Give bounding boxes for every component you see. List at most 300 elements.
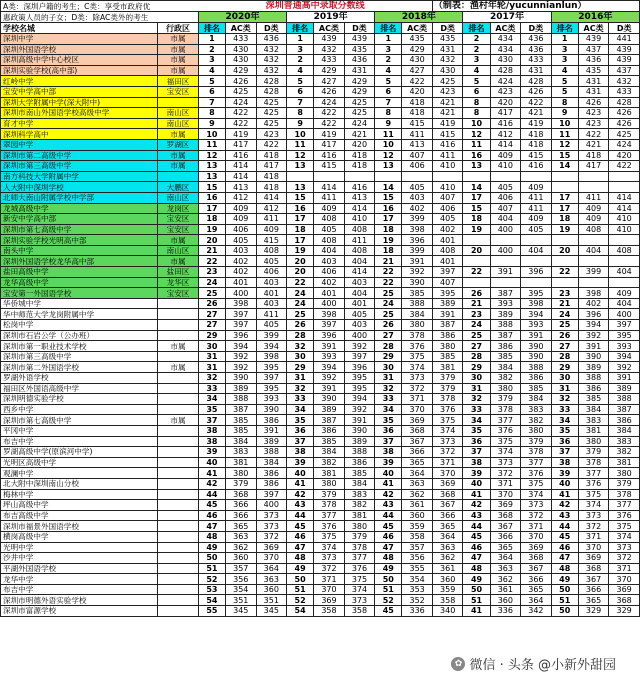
d-score-cell: 382: [344, 500, 375, 511]
d-score-cell: 375: [609, 521, 640, 532]
d-score-cell: 404: [344, 256, 375, 267]
d-score-cell: 378: [521, 447, 552, 458]
rank-cell: 33: [375, 394, 402, 405]
ac-score-cell: 359: [402, 521, 433, 532]
d-score-cell: [432, 171, 463, 182]
ac-score-cell: 424: [314, 97, 345, 108]
rank-cell: 41: [463, 606, 490, 617]
school-name: 罗湖外语学校: [1, 373, 158, 384]
table-row: [1, 330, 640, 341]
year-2016: 2016年: [551, 12, 639, 23]
d-score-cell: 418: [256, 150, 287, 161]
ac-score-cell: 370: [578, 542, 609, 553]
rank-cell: 1: [551, 34, 578, 45]
school-name: 深圳市明德外语实验学校: [1, 595, 158, 606]
ac-score-cell: 426: [314, 86, 345, 97]
rank-cell: [551, 171, 578, 182]
school-name: 光明区高级中学: [1, 457, 158, 468]
school-name: 深圳市第七高级中学: [1, 224, 158, 235]
d-score-cell: 428: [521, 76, 552, 87]
rank-cell: 1: [287, 34, 314, 45]
d-score-cell: 377: [344, 553, 375, 564]
ac-score-cell: 365: [402, 457, 433, 468]
table-row: [1, 256, 640, 267]
ac-score-cell: 362: [490, 574, 521, 585]
d-score-cell: [609, 277, 640, 288]
d-score-cell: 367: [432, 500, 463, 511]
table-row: [1, 521, 640, 532]
ac-score-cell: 368: [490, 510, 521, 521]
ac-score-cell: 420: [402, 86, 433, 97]
col-d: D类: [521, 23, 552, 34]
table-row: [1, 341, 640, 352]
ac-score-cell: 421: [578, 139, 609, 150]
rank-cell: 48: [287, 553, 314, 564]
table-row: [1, 203, 640, 214]
ac-score-cell: 411: [402, 129, 433, 140]
col-d: D类: [609, 23, 640, 34]
rank-cell: 3: [287, 44, 314, 55]
ac-score-cell: 379: [226, 478, 257, 489]
rank-cell: 19: [375, 235, 402, 246]
rank-cell: 34: [287, 404, 314, 415]
rank-cell: 39: [375, 457, 402, 468]
col-d: D类: [256, 23, 287, 34]
ac-score-cell: 383: [578, 415, 609, 426]
d-score-cell: 425: [609, 129, 640, 140]
ac-score-cell: 380: [490, 383, 521, 394]
d-score-cell: 400: [609, 309, 640, 320]
ac-score-cell: 387: [490, 288, 521, 299]
rank-cell: 45: [375, 606, 402, 617]
d-score-cell: 413: [344, 192, 375, 203]
rank-cell: 25: [287, 309, 314, 320]
rank-cell: 36: [287, 425, 314, 436]
district-cell: 市属: [158, 415, 199, 426]
d-score-cell: 388: [256, 447, 287, 458]
ac-score-cell: 399: [402, 245, 433, 256]
d-score-cell: 391: [344, 415, 375, 426]
d-score-cell: 408: [432, 245, 463, 256]
ac-score-cell: 403: [402, 192, 433, 203]
ac-score-cell: 365: [490, 542, 521, 553]
d-score-cell: 391: [256, 425, 287, 436]
rank-cell: 47: [198, 521, 225, 532]
ac-score-cell: 427: [314, 76, 345, 87]
ac-score-cell: 351: [226, 595, 257, 606]
rank-cell: 39: [463, 468, 490, 479]
rank-cell: 1: [198, 34, 225, 45]
rank-cell: 37: [287, 436, 314, 447]
rank-cell: 2: [463, 34, 490, 45]
ac-score-cell: 371: [578, 531, 609, 542]
district-cell: 市属: [158, 150, 199, 161]
rank-cell: 25: [463, 330, 490, 341]
school-name: 翠园中学: [1, 139, 158, 150]
d-score-cell: 397: [432, 267, 463, 278]
ac-score-cell: 369: [402, 415, 433, 426]
ac-score-cell: 355: [402, 563, 433, 574]
district-cell: [158, 447, 199, 458]
ac-score-cell: 394: [314, 362, 345, 373]
district-cell: [158, 309, 199, 320]
ac-score-cell: 366: [490, 531, 521, 542]
ac-score-cell: 381: [578, 425, 609, 436]
ac-score-cell: 407: [490, 203, 521, 214]
col-ac: AC类: [226, 23, 257, 34]
rank-cell: 33: [198, 383, 225, 394]
district-cell: 市属: [158, 65, 199, 76]
ac-score-cell: 422: [226, 118, 257, 129]
rank-cell: 31: [198, 362, 225, 373]
ac-score-cell: 366: [402, 447, 433, 458]
ac-score-cell: 417: [490, 108, 521, 119]
rank-cell: 49: [198, 542, 225, 553]
ac-score-cell: 422: [226, 108, 257, 119]
d-score-cell: 368: [521, 553, 552, 564]
table-row: [1, 415, 640, 426]
school-name: 龙华中学: [1, 574, 158, 585]
table-row: [1, 489, 640, 500]
d-score-cell: 363: [256, 574, 287, 585]
ac-score-cell: 404: [314, 245, 345, 256]
d-score-cell: 432: [256, 44, 287, 55]
ac-score-cell: 390: [314, 394, 345, 405]
rank-cell: [463, 277, 490, 288]
rank-cell: 36: [375, 425, 402, 436]
ac-score-cell: 385: [226, 415, 257, 426]
district-cell: [158, 468, 199, 479]
d-score-cell: 429: [344, 86, 375, 97]
rank-cell: 51: [198, 563, 225, 574]
d-score-cell: 397: [344, 351, 375, 362]
ac-score-cell: 416: [226, 150, 257, 161]
rank-cell: 34: [463, 415, 490, 426]
d-score-cell: 422: [609, 161, 640, 172]
school-name: 龙华高级中学: [1, 277, 158, 288]
table-row: [1, 65, 640, 76]
rank-cell: [463, 171, 490, 182]
d-score-cell: [609, 256, 640, 267]
rank-cell: 33: [463, 404, 490, 415]
ac-score-cell: 392: [578, 330, 609, 341]
d-score-cell: 358: [344, 606, 375, 617]
d-score-cell: 404: [521, 245, 552, 256]
d-score-cell: 345: [256, 606, 287, 617]
rank-cell: 3: [375, 44, 402, 55]
ac-score-cell: 345: [226, 606, 257, 617]
ac-score-cell: 354: [226, 584, 257, 595]
rank-cell: 42: [463, 500, 490, 511]
ac-score-cell: [578, 256, 609, 267]
d-score-cell: 431: [344, 65, 375, 76]
d-score-cell: 414: [344, 267, 375, 278]
table-row: [1, 76, 640, 87]
rank-cell: 26: [551, 330, 578, 341]
ac-score-cell: 422: [314, 118, 345, 129]
rank-cell: 38: [198, 436, 225, 447]
d-score-cell: 406: [256, 267, 287, 278]
district-cell: [158, 542, 199, 553]
d-score-cell: 424: [344, 118, 375, 129]
ac-score-cell: 413: [226, 182, 257, 193]
rank-cell: 5: [198, 76, 225, 87]
d-score-cell: 374: [521, 489, 552, 500]
ac-score-cell: 380: [578, 436, 609, 447]
d-score-cell: 360: [432, 574, 463, 585]
d-score-cell: 364: [256, 563, 287, 574]
ac-score-cell: 370: [314, 584, 345, 595]
d-score-cell: 366: [432, 510, 463, 521]
ac-score-cell: 375: [314, 531, 345, 542]
rank-cell: 27: [198, 320, 225, 331]
d-score-cell: 405: [521, 224, 552, 235]
rank-cell: 24: [463, 320, 490, 331]
ac-score-cell: 372: [578, 521, 609, 532]
rank-cell: 16: [287, 203, 314, 214]
ac-score-cell: 394: [578, 320, 609, 331]
district-cell: [158, 320, 199, 331]
school-name: 宝安中学高中部: [1, 86, 158, 97]
school-name: 罗湖高级中学(原滨河中学): [1, 447, 158, 458]
d-score-cell: 384: [256, 457, 287, 468]
ac-score-cell: 357: [402, 542, 433, 553]
d-score-cell: 395: [521, 288, 552, 299]
ac-score-cell: 429: [402, 44, 433, 55]
rank-cell: 26: [198, 298, 225, 309]
rank-cell: 10: [551, 118, 578, 129]
d-score-cell: [521, 235, 552, 246]
ac-score-cell: 362: [402, 489, 433, 500]
rank-cell: 43: [551, 510, 578, 521]
ac-score-cell: 385: [226, 425, 257, 436]
d-score-cell: 386: [432, 330, 463, 341]
district-cell: [158, 595, 199, 606]
table-row: [1, 447, 640, 458]
d-score-cell: 428: [256, 76, 287, 87]
district-cell: [158, 574, 199, 585]
rank-cell: 2: [463, 44, 490, 55]
d-score-cell: 432: [256, 65, 287, 76]
ac-score-cell: 424: [226, 97, 257, 108]
rank-cell: 17: [198, 203, 225, 214]
rank-cell: 26: [287, 320, 314, 331]
school-name: 光明中学: [1, 542, 158, 553]
rank-cell: 29: [198, 330, 225, 341]
d-score-cell: 435: [344, 44, 375, 55]
d-score-cell: 373: [256, 510, 287, 521]
ac-score-cell: [490, 171, 521, 182]
d-score-cell: 436: [521, 44, 552, 55]
d-score-cell: 409: [609, 288, 640, 299]
col-rank: 排名: [198, 23, 225, 34]
ac-score-cell: 426: [578, 97, 609, 108]
school-name: 深圳市第三高级中学: [1, 161, 158, 172]
district-cell: [158, 404, 199, 415]
ac-score-cell: 409: [314, 203, 345, 214]
district-cell: 宝安区: [158, 214, 199, 225]
col-d: D类: [344, 23, 375, 34]
rank-cell: 6: [463, 86, 490, 97]
rank-cell: 10: [287, 129, 314, 140]
d-score-cell: 351: [256, 595, 287, 606]
district-cell: [158, 500, 199, 511]
rank-cell: 35: [375, 415, 402, 426]
rank-cell: 14: [463, 182, 490, 193]
rank-cell: 37: [198, 415, 225, 426]
d-score-cell: 417: [256, 161, 287, 172]
ac-score-cell: 364: [402, 468, 433, 479]
d-score-cell: 387: [432, 320, 463, 331]
ac-score-cell: 382: [490, 373, 521, 384]
rank-cell: 46: [287, 531, 314, 542]
school-name: 横岗高级中学: [1, 531, 158, 542]
ac-score-cell: 409: [226, 203, 257, 214]
ac-score-cell: 412: [490, 129, 521, 140]
rank-cell: 55: [198, 606, 225, 617]
d-score-cell: 425: [432, 76, 463, 87]
rank-cell: 14: [375, 182, 402, 193]
d-score-cell: 401: [256, 288, 287, 299]
school-name: 华中师范大学龙岗附属中学: [1, 309, 158, 320]
d-score-cell: 432: [609, 76, 640, 87]
rank-cell: 2: [287, 55, 314, 66]
ac-score-cell: 416: [490, 118, 521, 129]
d-score-cell: 372: [521, 510, 552, 521]
school-name: 深圳大学附属中学(深大附中): [1, 97, 158, 108]
school-name: 龙城高级中学: [1, 203, 158, 214]
rank-cell: 5: [551, 76, 578, 87]
table-row: [1, 182, 640, 193]
rank-cell: 3: [551, 44, 578, 55]
ac-score-cell: 379: [314, 489, 345, 500]
d-score-cell: 432: [256, 55, 287, 66]
ac-score-cell: 417: [578, 161, 609, 172]
ac-score-cell: 397: [314, 320, 345, 331]
ac-score-cell: 403: [314, 256, 345, 267]
rank-cell: 40: [463, 478, 490, 489]
d-score-cell: 418: [344, 150, 375, 161]
ac-score-cell: 439: [578, 34, 609, 45]
ac-score-cell: 377: [490, 415, 521, 426]
rank-cell: 19: [463, 224, 490, 235]
rank-cell: 45: [551, 531, 578, 542]
rank-cell: 30: [463, 373, 490, 384]
school-name: 北大附中深圳南山分校: [1, 478, 158, 489]
ac-score-cell: 419: [314, 129, 345, 140]
ac-score-cell: 379: [578, 447, 609, 458]
rank-cell: 34: [551, 415, 578, 426]
table-row: [1, 34, 640, 45]
table-row: [1, 97, 640, 108]
ac-score-cell: 374: [490, 447, 521, 458]
table-row: [1, 383, 640, 394]
d-score-cell: 423: [256, 129, 287, 140]
d-score-cell: 384: [609, 425, 640, 436]
rank-cell: 25: [375, 309, 402, 320]
d-score-cell: 393: [521, 320, 552, 331]
district-cell: 南山区: [158, 108, 199, 119]
ac-score-cell: 363: [226, 531, 257, 542]
ac-score-cell: 400: [314, 298, 345, 309]
rank-cell: 4: [375, 65, 402, 76]
d-score-cell: 425: [344, 108, 375, 119]
d-score-cell: 365: [432, 521, 463, 532]
d-score-cell: 384: [344, 478, 375, 489]
ac-score-cell: 382: [314, 457, 345, 468]
rank-cell: 15: [551, 150, 578, 161]
year-2018: 2018年: [375, 12, 463, 23]
d-score-cell: 397: [609, 320, 640, 331]
rank-cell: 6: [287, 86, 314, 97]
ac-score-cell: 384: [314, 447, 345, 458]
rank-cell: 51: [287, 584, 314, 595]
rank-cell: 44: [551, 521, 578, 532]
ac-score-cell: 417: [226, 139, 257, 150]
ac-score-cell: 414: [226, 161, 257, 172]
wechat-icon: ✿: [451, 657, 465, 671]
ac-score-cell: 404: [578, 245, 609, 256]
rank-cell: 9: [287, 118, 314, 129]
ac-score-cell: 366: [226, 510, 257, 521]
d-score-cell: 414: [344, 203, 375, 214]
district-cell: [158, 330, 199, 341]
ac-score-cell: 393: [490, 298, 521, 309]
rank-cell: 41: [551, 489, 578, 500]
d-score-cell: 411: [256, 309, 287, 320]
rank-cell: 32: [551, 394, 578, 405]
district-cell: 宝安区: [158, 288, 199, 299]
rank-cell: 5: [551, 86, 578, 97]
rank-cell: 19: [287, 245, 314, 256]
rank-cell: 28: [463, 351, 490, 362]
rank-cell: 29: [287, 362, 314, 373]
rank-cell: 4: [463, 65, 490, 76]
col-district: 行政区: [158, 23, 199, 34]
ac-score-cell: 369: [314, 595, 345, 606]
school-name: 坪山高级中学: [1, 500, 158, 511]
ac-score-cell: 429: [314, 65, 345, 76]
rank-cell: 44: [198, 489, 225, 500]
d-score-cell: [344, 171, 375, 182]
ac-score-cell: 371: [402, 394, 433, 405]
ac-score-cell: 365: [226, 521, 257, 532]
ac-score-cell: 386: [578, 383, 609, 394]
district-cell: 大鹏区: [158, 182, 199, 193]
rank-cell: 34: [198, 394, 225, 405]
rank-cell: 53: [198, 584, 225, 595]
ac-score-cell: 418: [402, 97, 433, 108]
rank-cell: 33: [551, 404, 578, 415]
d-score-cell: 405: [432, 214, 463, 225]
rank-cell: 9: [198, 118, 225, 129]
ac-score-cell: 388: [226, 394, 257, 405]
d-score-cell: 373: [521, 500, 552, 511]
d-score-cell: 415: [432, 129, 463, 140]
ac-score-cell: 401: [226, 277, 257, 288]
school-name: 深圳科学高中: [1, 129, 158, 140]
district-cell: [158, 606, 199, 617]
ac-score-cell: [490, 235, 521, 246]
d-score-cell: 418: [344, 161, 375, 172]
rank-cell: 45: [375, 521, 402, 532]
ac-score-cell: 372: [314, 563, 345, 574]
d-score-cell: 431: [521, 65, 552, 76]
ac-score-cell: 389: [490, 309, 521, 320]
d-score-cell: 375: [521, 478, 552, 489]
school-name: 深圳明德实验学校: [1, 394, 158, 405]
rank-cell: 44: [375, 510, 402, 521]
